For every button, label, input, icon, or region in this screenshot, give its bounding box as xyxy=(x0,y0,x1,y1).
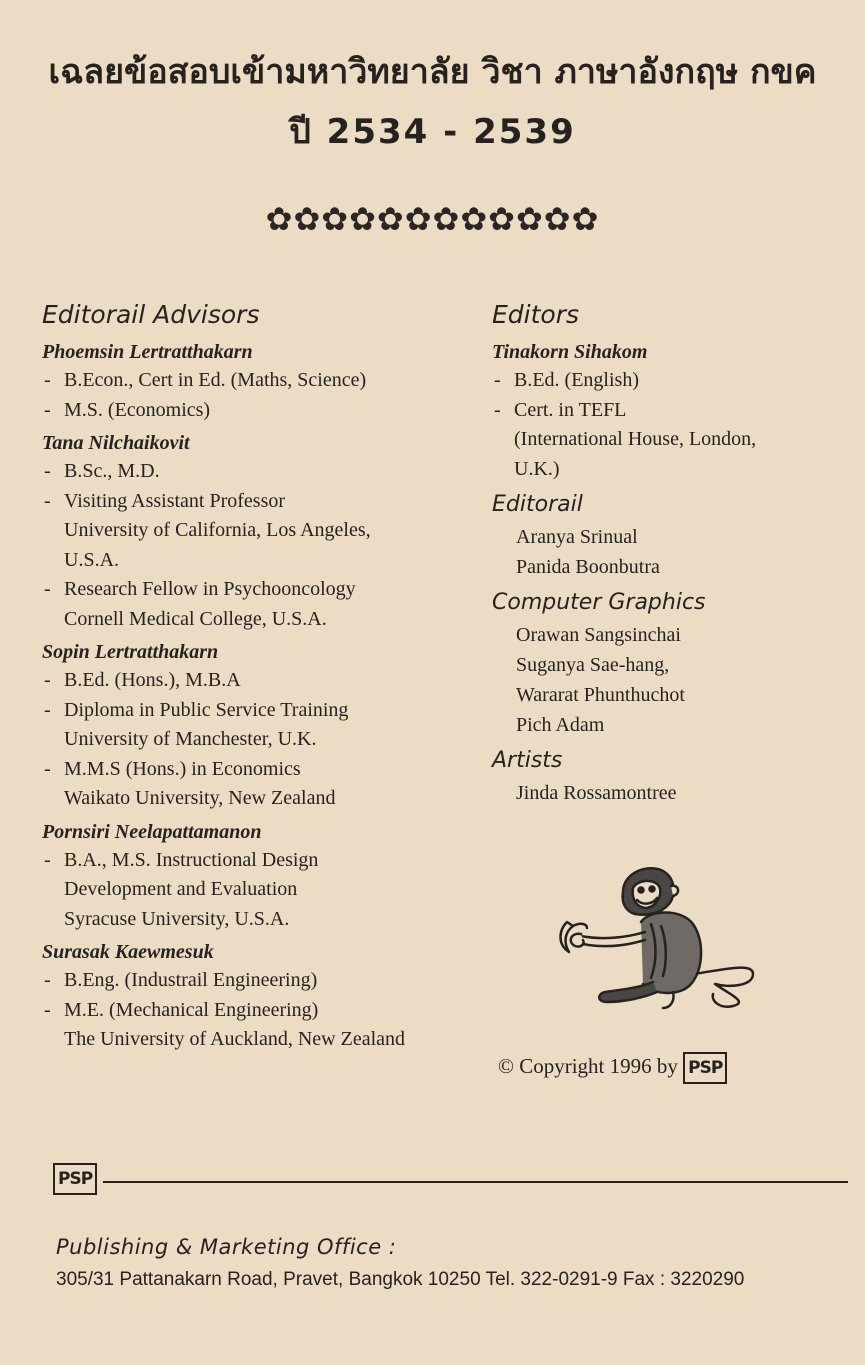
credential-line: Syracuse University, U.S.A. xyxy=(64,907,290,930)
editorail-names xyxy=(492,522,852,582)
credential-item xyxy=(42,366,482,396)
credential-line: - Visiting Assistant Professor xyxy=(64,489,286,512)
credential-item xyxy=(42,846,482,935)
advisor-credentials xyxy=(42,457,482,634)
credential-item xyxy=(42,575,482,634)
credential-item xyxy=(42,996,482,1055)
credential-line: The University of Auckland, New Zealand xyxy=(64,1028,406,1050)
office-address: 305/31 Pattanakarn Road, Pravet, Bangkok 10250 Tel. 322-0291-9 Fax : 3220290 xyxy=(56,1269,745,1290)
credential-item xyxy=(42,966,482,996)
credit-name: Suganya Sae-hang, xyxy=(516,654,670,676)
credential-line: - Cert. in TEFL xyxy=(514,398,627,421)
monkey-mascot-icon xyxy=(553,862,763,1012)
credential-item xyxy=(492,396,852,485)
divider-line xyxy=(103,1181,848,1183)
advisor-name: Surasak Kaewmesuk xyxy=(42,941,214,963)
advisor-entry xyxy=(42,938,482,1055)
editor-name: Tinakorn Sihakom xyxy=(492,341,648,363)
advisor-entry xyxy=(42,638,482,814)
advisor-entry xyxy=(42,429,482,634)
advisor-name: Pornsiri Neelapattamanon xyxy=(42,820,262,843)
credential-item xyxy=(42,487,482,576)
flower-ornament-icon: ✿✿✿✿✿✿✿✿✿✿✿✿ xyxy=(265,200,600,238)
editorail-heading: Editorail xyxy=(492,492,583,517)
credential-item xyxy=(42,396,482,426)
credential-line: Development and Evaluation xyxy=(64,878,298,900)
credential-line: Cornell Medical College, U.S.A. xyxy=(64,607,327,630)
advisor-entry xyxy=(42,338,482,425)
editor-credentials xyxy=(492,366,852,484)
advisor-credentials xyxy=(42,366,482,425)
credential-line: - B.A., M.S. Instructional Design xyxy=(64,848,319,871)
advisor-name: Sopin Lertratthakarn xyxy=(42,641,219,663)
credential-item xyxy=(42,666,482,696)
advisor-entry xyxy=(42,818,482,935)
graphics-heading: Computer Graphics xyxy=(492,590,706,615)
credit-name: Orawan Sangsinchai xyxy=(516,624,681,646)
credential-line: University of California, Los Angeles, xyxy=(64,519,371,541)
footer-divider xyxy=(53,1163,848,1203)
credential-line: Waikato University, New Zealand xyxy=(64,787,336,809)
artists-heading: Artists xyxy=(492,748,563,773)
credential-item xyxy=(42,457,482,487)
credential-line: - B.Eng. (Industrail Engineering) xyxy=(64,969,318,991)
credit-name: Jinda Rossamontree xyxy=(516,782,677,804)
credential-line: - M.E. (Mechanical Engineering) xyxy=(64,998,319,1021)
copyright-notice xyxy=(498,1052,727,1084)
credential-line: - B.Sc., M.D. xyxy=(64,460,160,482)
graphics-names xyxy=(492,620,852,740)
advisors-list xyxy=(42,338,482,1055)
credit-name: Aranya Srinual xyxy=(516,526,638,548)
credential-line: - Diploma in Public Service Training xyxy=(64,698,349,721)
credential-line: U.S.A. xyxy=(64,548,120,571)
advisors-column xyxy=(42,300,482,1059)
editors-column xyxy=(492,300,852,808)
credential-line: (International House, London, xyxy=(514,428,757,450)
credit-name: Pich Adam xyxy=(516,714,605,736)
credential-line: - B.Ed. (Hons.), M.B.A xyxy=(64,669,241,691)
credit-name: Panida Boonbutra xyxy=(516,556,660,578)
credential-line: U.K.) xyxy=(514,457,560,480)
year-range: ปี 2534 - 2539 xyxy=(289,112,576,152)
credit-name: Wararat Phunthuchot xyxy=(516,684,685,706)
advisor-name: Tana Nilchaikovit xyxy=(42,432,190,454)
credential-line: - M.M.S (Hons.) in Economics xyxy=(64,757,301,780)
credential-item xyxy=(42,696,482,755)
advisor-credentials xyxy=(42,666,482,814)
credential-item xyxy=(492,366,852,396)
credential-line: - Research Fellow in Psychooncology xyxy=(64,578,356,600)
copyright-text: © Copyright 1996 by xyxy=(498,1053,678,1078)
credential-line: - B.Econ., Cert in Ed. (Maths, Science) xyxy=(64,369,367,391)
credential-line: - M.S. (Economics) xyxy=(64,398,211,421)
credential-item xyxy=(42,755,482,814)
credential-line: University of Manchester, U.K. xyxy=(64,728,317,750)
advisors-heading: Editorail Advisors xyxy=(42,300,260,329)
psp-logo-icon: PSP xyxy=(683,1052,727,1084)
artists-names xyxy=(492,778,852,808)
psp-logo-icon: PSP xyxy=(53,1163,97,1195)
publishing-office-heading: Publishing & Marketing Office : xyxy=(56,1235,397,1259)
advisor-name: Phoemsin Lertratthakarn xyxy=(42,341,253,363)
credential-line: - B.Ed. (English) xyxy=(514,369,639,391)
advisor-credentials xyxy=(42,846,482,935)
editor-entry xyxy=(492,338,852,484)
editors-heading: Editors xyxy=(492,300,580,329)
advisor-credentials xyxy=(42,966,482,1055)
thai-title: เฉลยข้อสอบเข้ามหาวิทยาลัย วิชา ภาษาอังกฤษ กขค xyxy=(48,52,817,92)
